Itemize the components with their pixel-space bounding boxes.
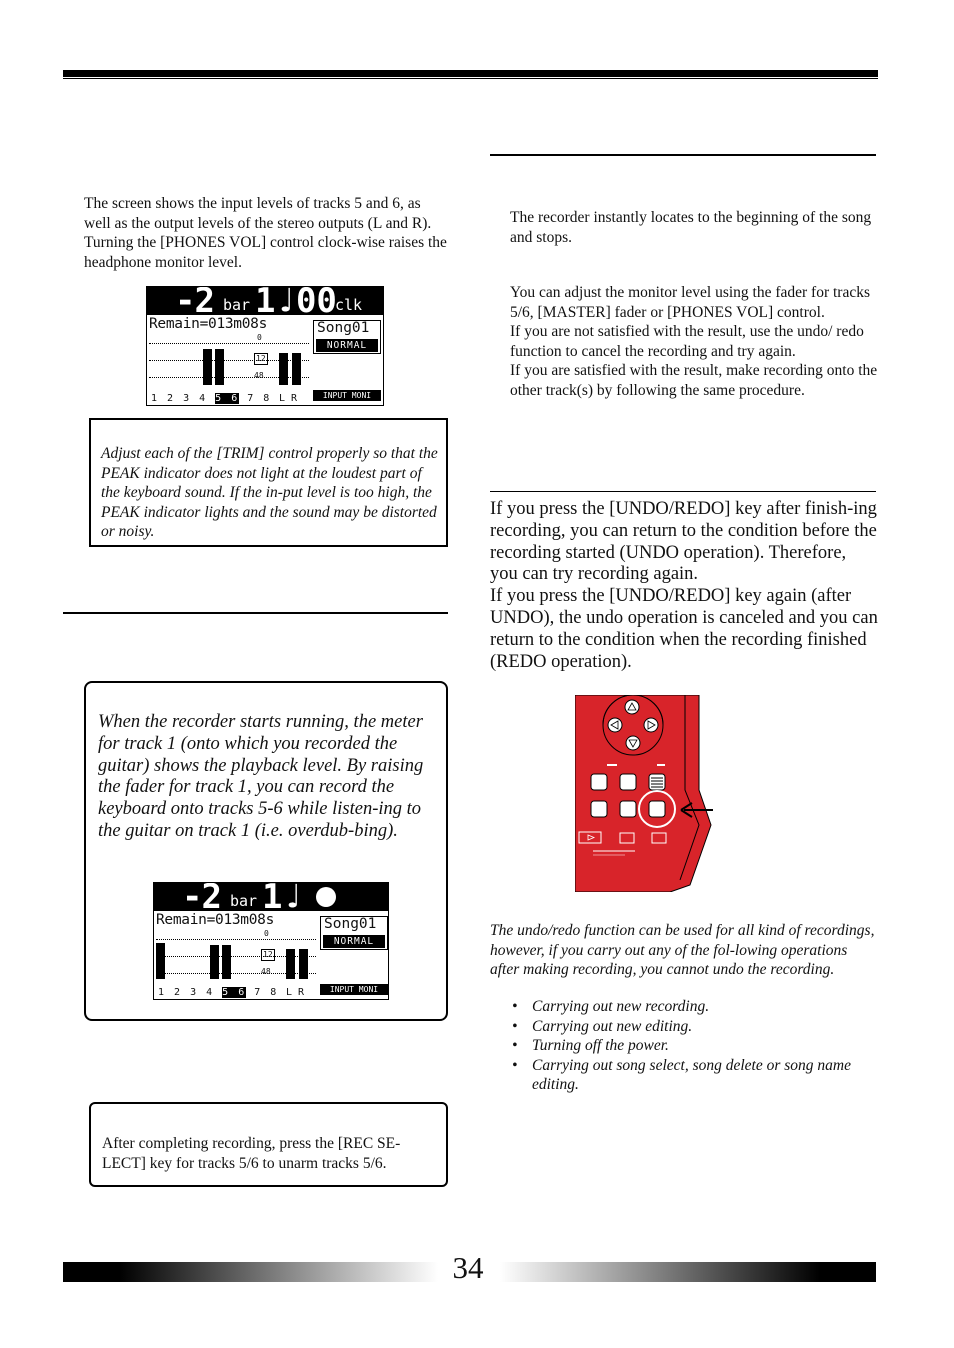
meter-scale-line xyxy=(149,343,309,344)
meter-track-1 xyxy=(156,943,165,979)
lcd-track-numbers: 1 2 3 4 5 6 7 8 xyxy=(151,393,272,404)
meter-track-6 xyxy=(215,349,224,385)
lcd-screen-playback xyxy=(153,882,389,1000)
lcd-mode: NORMAL xyxy=(323,935,385,948)
lcd-song-name: Song01 xyxy=(317,320,370,336)
meter-out-r xyxy=(292,353,301,385)
satisfied-text: If you are satisfied with the result, make recording onto the other track(s) by following the same procedure. xyxy=(510,362,878,399)
trim-note-text: Adjust each of the [TRIM] control properly so that the PEAK indicator does not light at the loudest part of the keyboard sound. If the in-put level is too high, the PEAK indicator lights and the sound may be distorted or noisy. xyxy=(101,445,438,540)
monitor-paragraph-group xyxy=(510,283,878,400)
undo-redo-key-illustration xyxy=(575,695,715,892)
page-number: 34 xyxy=(452,1250,484,1285)
lcd-input-moni: INPUT MONI xyxy=(313,390,381,401)
monitor-level-text: You can adjust the monitor level using the fader for tracks 5/6, [MASTER] fader or [PHONES VOL] control. xyxy=(510,284,871,321)
list-item: • Turning off the power. xyxy=(512,1037,669,1054)
lcd-mode: NORMAL xyxy=(316,339,378,352)
meter-out-l xyxy=(279,353,288,385)
lcd-bar-position: -2 xyxy=(182,882,221,917)
meter-mark-12: 12 xyxy=(256,354,266,363)
section-rule xyxy=(63,612,448,614)
meter-mark-48: 48 xyxy=(261,967,271,976)
meter-mark-0: 0 xyxy=(264,929,269,938)
lcd-lr-label: LR xyxy=(279,393,304,404)
lcd-bar-label: bar xyxy=(230,892,258,910)
meter-mark-48: 48 xyxy=(254,371,264,380)
meter-out-l xyxy=(286,949,295,979)
locate-text: The recorder instantly locates to the beginning of the song and stops. xyxy=(510,209,872,246)
undo-paragraph: If you press the [UNDO/REDO] key after finish-ing recording, you can return to the condition before the recording started (UNDO operation). Therefore, you can try recording again. xyxy=(490,499,877,585)
meter-track-6 xyxy=(222,945,231,979)
header-rule-thin xyxy=(63,78,878,79)
meter-out-r xyxy=(299,949,308,979)
footer-gradient-right xyxy=(500,1262,876,1282)
header-rule xyxy=(63,70,878,77)
section-rule xyxy=(490,154,876,156)
undo-limit-list xyxy=(490,997,878,1095)
meter-track-5 xyxy=(203,349,212,385)
lcd-bar-label: bar xyxy=(223,296,251,314)
meter-track-5 xyxy=(210,945,219,979)
undo-redo-description xyxy=(490,499,878,673)
unarm-note-box xyxy=(89,1102,448,1187)
section-rule xyxy=(490,491,876,492)
lcd-beat-position: 1♩00 xyxy=(255,286,337,321)
footer-gradient-left xyxy=(63,1262,438,1282)
overdub-note-box xyxy=(84,681,448,1021)
meter-scale-line xyxy=(156,939,316,940)
lcd-clk-label: clk xyxy=(335,296,363,314)
undo-limit-note: The undo/redo function can be used for all kind of recordings, however, if you carry out any of the fol-lowing operations after making recording, you cannot undo the recording. xyxy=(490,922,875,978)
lcd-bar-position: -2 xyxy=(175,286,214,321)
trim-note-box xyxy=(89,418,448,547)
redo-paragraph: If you press the [UNDO/REDO] key again (after UNDO), the undo operation is canceled and you can return to the condition when the recording finished (REDO operation). xyxy=(490,586,878,672)
list-item: • Carrying out song select, song delete or song name editing. xyxy=(512,1056,852,1093)
lcd-remain: Remain=013m08s xyxy=(156,912,275,928)
list-item: • Carrying out new editing. xyxy=(512,1017,693,1035)
lcd-screen-input-levels xyxy=(146,286,384,406)
lcd-song-box xyxy=(313,320,381,354)
lcd-song-name: Song01 xyxy=(324,916,377,932)
lcd-remain: Remain=013m08s xyxy=(149,316,268,332)
lcd-song-box xyxy=(320,916,388,950)
overdub-note-text: When the recorder starts running, the meter for track 1 (onto which you recorded the guitar) shows the playback level. By raising the fader for track 1, you can record the keyboard onto tracks 5-6 while listen-ing to the guitar on track 1 (i.e. overdub-bing). xyxy=(98,712,424,841)
unarm-note-text: After completing recording, press the [REC SE-LECT] key for tracks 5/6 to unarm tracks 5/6. xyxy=(102,1135,401,1172)
lcd-input-moni: INPUT MONI xyxy=(320,984,388,995)
arrow-pointer-icon xyxy=(680,800,714,820)
lcd-track-numbers: 1 2 3 4 5 6 7 8 xyxy=(158,987,279,998)
meter-mark-12: 12 xyxy=(263,950,273,959)
recorder-panel-graphic xyxy=(575,695,715,892)
lcd-header xyxy=(154,882,388,917)
lcd-header xyxy=(147,286,383,321)
screen-description: The screen shows the input levels of tracks 5 and 6, as well as the output levels of the stereo outputs (L and R). Turning the [PHONES VOL] control clock-wise raises the headphone monitor level. xyxy=(84,195,447,271)
meter-mark-0: 0 xyxy=(257,333,262,342)
record-dot-icon xyxy=(316,887,336,907)
lcd-beat-position: 1♩ xyxy=(262,882,303,917)
undo-retry-text: If you are not satisfied with the result, use the undo/ redo function to cancel the recording and try again. xyxy=(510,323,864,360)
list-item: • Carrying out new recording. xyxy=(512,998,710,1015)
lcd-lr-label: LR xyxy=(286,987,311,998)
